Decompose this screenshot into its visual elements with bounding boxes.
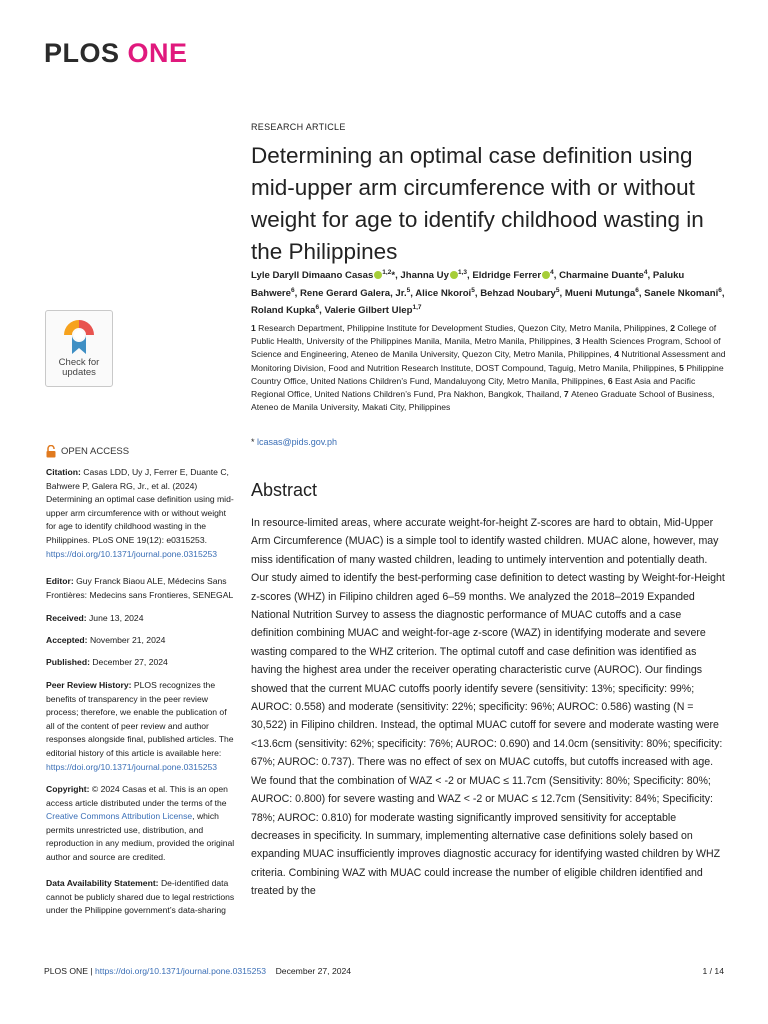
author-affiliation-sup: 6 [291,286,295,294]
email-link[interactable]: lcasas@pids.gov.ph [257,437,338,447]
affiliation-text: Ateneo Graduate School of Business, Ateneo de Manila University, Makati City, Philippines [251,389,715,413]
check-line-2: updates [62,367,96,378]
author-affiliation-sup: 4 [643,269,648,276]
accepted-label: Accepted: [46,635,88,645]
published-block [46,656,236,670]
author-affiliation-sup: 5 [406,286,411,294]
author-name: Mueni Mutunga [564,287,636,299]
affiliation-number: 7 [563,389,572,400]
page-number: 1 / 14 [702,966,724,976]
author-affiliation-sup: 5 [471,286,475,294]
open-access-label [46,445,129,458]
affiliation-text: College of Public Health, University of the Philippines Manila, Manila, Metro Manila, Philippines, [251,323,717,347]
editor-label: Editor: [46,576,74,586]
open-lock-icon [46,445,56,458]
footer-doi-link[interactable]: https://doi.org/10.1371/journal.pone.0315253 [94,966,267,976]
license-link[interactable]: Creative Commons Attribution License [46,811,193,822]
received-label: Received: [46,613,87,623]
author-affiliation-sup: 1,3 [457,269,467,276]
affiliation-number: 5 [679,362,687,373]
open-access-text: OPEN ACCESS [61,446,130,457]
editor-text: Guy Franck Biaou ALE, Médecins Sans Frontières: Medecins sans Frontieres, SENEGAL [46,576,234,600]
affiliation-text: Research Department, Philippine Institute for Development Studies, Quezon City, Metro Manila, Philippines, [258,323,671,333]
footer-journal: PLOS ONE [44,966,88,976]
abstract-heading: Abstract [251,480,318,500]
corresponding-email [251,437,731,447]
author-name: Valerie Gilbert Ulep [324,305,413,317]
author-affiliation-sup: 6 [718,286,722,294]
copyright-block [46,783,236,865]
email-mark: * [251,437,255,447]
crossmark-icon [62,318,96,356]
affiliation-text: Philippine Country Office, United Nations Children’s Fund, Mandaluyong City, Metro Manila, Philippines, [251,362,724,386]
author-name: Roland Kupka [251,305,316,317]
author-name: Rene Gerard Galera, Jr. [299,287,407,299]
author-name: Charmaine Duante [559,270,644,282]
check-for-updates-badge[interactable] [45,310,113,387]
author-list: Lyle Daryll Dimaano Casas $^{1,2}$*, Jhanna Uy $^{1,3}$, Eldridge Ferrer $^4$, Charmaine Duante$^4$, Paluku Bahwere$^6$, Rene Gerard Galera, Jr.$^5$, Alice Nkoroi$^5$, Behzad Noubary$^5$, Mueni Mutunga$^6$, Sanele Nkomani$^6$, Roland Kupka$^6$, Valerie Gilbert Ulep$^{1,7}$ [251,269,725,317]
citation-doi-link[interactable]: https://doi.org/10.1371/journal.pone.0315253 [46,548,218,559]
published-date: December 27, 2024 [92,657,168,667]
published-label: Published: [46,657,90,667]
copyright-label: Copyright: [46,784,90,794]
accepted-date: November 21, 2024 [89,635,166,645]
received-block [46,612,236,626]
accepted-block [46,634,236,648]
copyright-text-1: © 2024 Casas et al. This is an open access article distributed under the terms of the [46,784,228,808]
affiliation-number: 3 [575,336,583,347]
author-affiliation-sup: 4 [550,269,554,276]
corresponding-mark: * [391,270,396,282]
abstract-text: In resource-limited areas, where accurate weight-for-height Z-scores are hard to obtain, Mid-Upper Arm Circumference (MUAC) is a simple tool to identify wasted children. MUAC alone, however, may miss identification of many wasted children, leading to untimely intervention and potentially death. Our study aimed to identify the best-performing case definition to detect wasting by Weight-for-Height z-scores (WHZ) in Filipino children aged 6–59 months. We analyzed the 2018–2019 Expanded National Nutrition Survey to assess the diagnostic performance of MUAC cutoffs and a case definition combining MUAC and weight-for-age z-score (WAZ) in identifying moderate and severe wasting compared to the WHZ criterion. The optimal cutoff and case definition was identified as having the highest area under the receiver operating characteristic curve (AUROC). Our findings showed that the current MUAC cutoffs poorly identify severe (sensitivity: 13%; specificity: 99%; AUROC: 0.558) and moderate (sensitivity: 22%; specificity: 96%; AUROC: 0.586) wasting (N = 30,522) in Filipino children. Instead, the optimal MUAC cutoff for severe and moderate wasting were <13.6cm (sensitivity: 62%; specificity: 76%; AUROC: 0.690) and 14.0cm (sensitivity: 80%; specificity: 67%; AUROC: 0.737). There was no effect of sex on MUAC cutoffs, but cutoffs increased with age. We found that the combination of WAZ < -2 or MUAC ≤ 11.7cm (Sensitivity: 80%; Specificity: 80%; AUROC: 0.800) for severe wasting and WAZ < -2 or MUAC ≤ 12.7cm (Sensitivity: 84%; Specificity: 78%; AUROC: 0.810) for moderate wasting significantly improved sensitivity for acceptable decreases in specificity. In summary, implementing alternative case definitions solely based on expanding MUAC insufficiently improves diagnostic accuracy for identifying wasted children by WHZ criteria. Combining WAZ with MUAC could increase the number of eligible children identified and treated by the [251,517,725,898]
logo-one: ONE [127,38,188,68]
author-affiliation-sup: 6 [635,286,639,294]
author-name: Lyle Daryll Dimaano Casas [251,270,374,282]
footer-separator: | [90,966,93,976]
peer-review-block [46,679,236,774]
author-affiliation-sup: 1,2 [382,269,392,276]
author-affiliation-sup: 1,7 [412,304,422,312]
journal-logo [44,38,188,69]
peer-review-text: PLOS recognizes the benefits of transparency in the peer review process; therefore, we enable the publication of all of the content of peer review and author responses alongside final, published articles. The editorial history of this article is available here: [46,680,234,758]
author-name: Sanele Nkomani [644,287,719,299]
author-name: Alice Nkoroi [415,287,472,299]
affiliation-text: Nutritional Assessment and Monitoring Division, Food and Nutrition Research Institute, DOST Compound, Taguig, Metro Manila, Philippines, [251,349,726,373]
page-footer [44,966,724,976]
orcid-icon[interactable] [450,271,458,279]
data-availability-text: De-identified data cannot be publicly shared due to legal restrictions under the Philippine government’s data-sharing [46,878,235,916]
copyright-text-2: , which permits unrestricted use, distribution, and reproduction in any medium, provided the original author and source are credited. [46,811,235,862]
affiliation-text: Health Sciences Program, School of Science and Engineering, Ateneo de Manila University, Quezon City, Metro Manila, Philippines, [251,336,721,360]
citation-label: Citation: [46,467,81,477]
logo-plos: PLOS [44,38,120,68]
citation-text: Casas LDD, Uy J, Ferrer E, Duante C, Bahwere P, Galera RG, Jr., et al. (2024) Determining an optimal case definition using mid-upper arm circumference with or without weight for age to identify childhood wasting in the Philippines. PLoS ONE 19(12): e0315253. [46,467,234,545]
author-name: Eldridge Ferrer [472,270,542,282]
peer-review-link[interactable]: https://doi.org/10.1371/journal.pone.0315253 [46,761,218,772]
peer-review-label: Peer Review History: [46,680,132,690]
editor-block [46,575,236,602]
affiliation-number: 6 [607,375,615,386]
citation-block [46,466,236,561]
author-name: Behzad Noubary [480,287,556,299]
data-availability-label: Data Availability Statement: [46,878,159,888]
author-affiliation-sup: 5 [555,286,560,294]
affiliation-text: East Asia and Pacific Regional Office, United Nations Children’s Fund, Pra Nakhon, Bangkok, Thailand, [251,375,696,400]
affiliation-number: 1 [251,323,259,333]
affiliation-number: 4 [614,349,622,360]
author-name: Jhanna Uy [400,270,449,282]
received-date: June 13, 2024 [89,613,144,623]
article-title: Determining an optimal case definition using mid-upper arm circumference with or without weight for age to identify childhood wasting in the Philippines [251,143,704,264]
affiliations [251,322,731,414]
affiliation-number: 2 [670,323,678,333]
data-availability-block [46,877,236,918]
check-line-1: Check for [58,357,100,368]
orcid-icon[interactable] [542,271,550,279]
author-affiliation-sup: 6 [315,304,320,312]
article-type: RESEARCH ARTICLE [251,122,346,132]
footer-date: December 27, 2024 [275,966,352,976]
author-name: Paluku Bahwere [251,270,685,299]
